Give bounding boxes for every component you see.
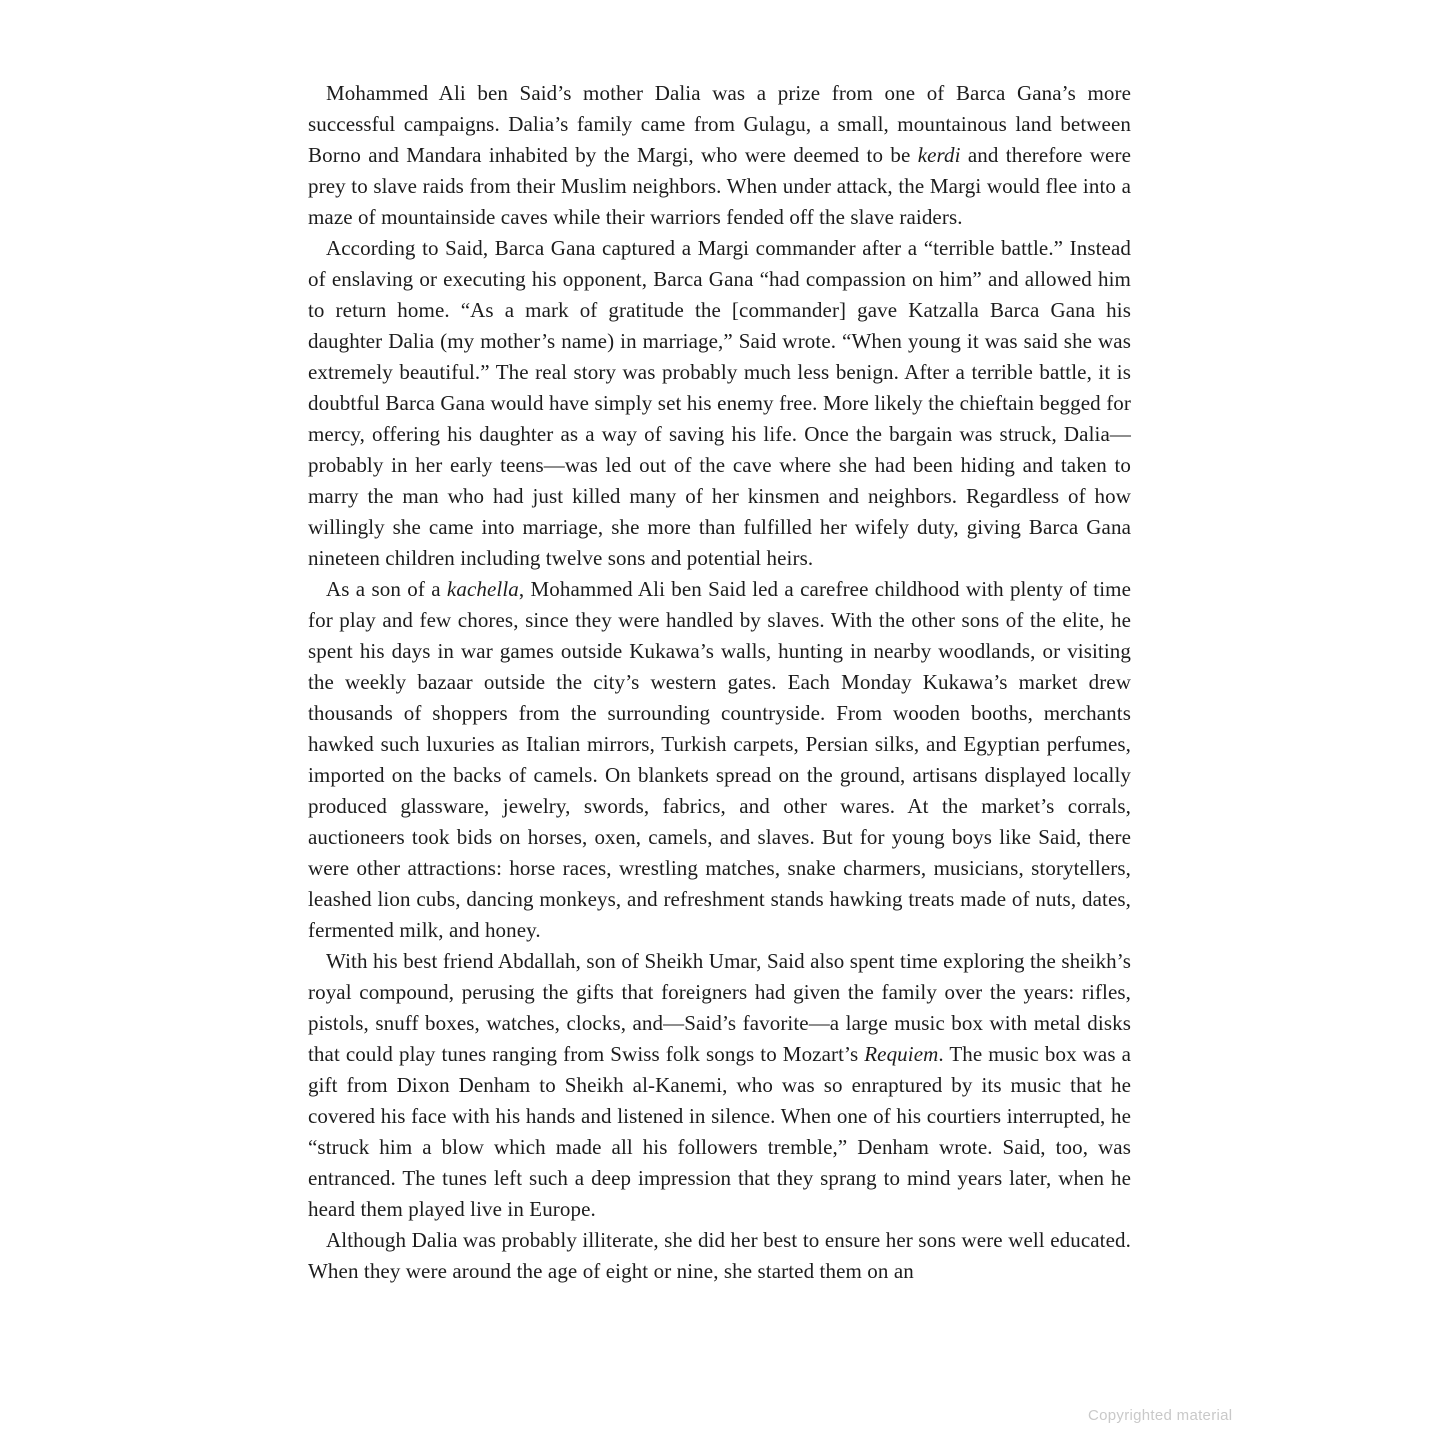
italic-term-kachella: kachella [446,577,519,601]
paragraph-text: Mohammed Ali ben Said’s mother Dalia was a prize from one of Barca Gana’s more successful campaigns. Dalia’s family came from Gulagu, a small, mountainous land between Borno and Mandara inhabited by the Margi, who were deemed to be [308,81,1131,167]
paragraph [308,574,1131,946]
paragraph-text: According to Said, Barca Gana captured a Margi commander after a “terrible battle.” Instead of enslaving or executing his opponent, Barca Gana “had compassion on him” and allowed him to return home. “As a mark of gratitude the [commander] gave Katzalla Barca Gana his daughter Dalia (my mother’s name) in marriage,” Said wrote. “When young it was said she was extremely beautiful.” The real story was probably much less benign. After a terrible battle, it is doubtful Barca Gana would have simply set his enemy free. More likely the chieftain begged for mercy, offering his daughter as a way of saving his life. Once the bargain was struck, Dalia—probably in her early teens—was led out of the cave where she had been hiding and taken to marry the man who had just killed many of her kinsmen and neighbors. Regardless of how willingly she came into marriage, she more than fulfilled her wifely duty, giving Barca Gana nineteen children including twelve sons and potential heirs. [308,236,1131,570]
italic-term-requiem: Requiem [864,1042,939,1066]
paragraph-text: . The music box was a gift from Dixon Denham to Sheikh al-Kanemi, who was so enraptured by its music that he covered his face with his hands and listened in silence. When one of his courtiers interrupted, he “struck him a blow which made all his followers tremble,” Denham wrote. Said, too, was entranced. The tunes left such a deep impression that they sprang to mind years later, when he heard them played live in Europe. [308,1042,1131,1221]
paragraph-text: As a son of a [326,577,447,601]
paragraph [308,1225,1131,1287]
text-column [308,78,1131,1287]
paragraph [308,78,1131,233]
copyright-watermark: Copyrighted material [1088,1407,1233,1424]
italic-term-kerdi: kerdi [917,143,961,167]
paragraph [308,233,1131,574]
paragraph-text: With his best friend Abdallah, son of Sheikh Umar, Said also spent time exploring the sheikh’s royal compound, perusing the gifts that foreigners had given the family over the years: rifles, pistols, snuff boxes, watches, clocks, and—Said’s favorite—a large music box with metal disks that could play tunes ranging from Swiss folk songs to Mozart’s [308,949,1131,1066]
paragraph [308,946,1131,1225]
paragraph-text: , Mohammed Ali ben Said led a carefree childhood with plenty of time for play and few chores, since they were handled by slaves. With the other sons of the elite, he spent his days in war games outside Kukawa’s walls, hunting in nearby woodlands, or visiting the weekly bazaar outside the city’s western gates. Each Monday Kukawa’s market drew thousands of shoppers from the surrounding countryside. From wooden booths, merchants hawked such luxuries as Italian mirrors, Turkish carpets, Persian silks, and Egyptian perfumes, imported on the backs of camels. On blankets spread on the ground, artisans displayed locally produced glassware, jewelry, swords, fabrics, and other wares. At the market’s corrals, auctioneers took bids on horses, oxen, camels, and slaves. But for young boys like Said, there were other attractions: horse races, wrestling matches, snake charmers, musicians, storytellers, leashed lion cubs, dancing monkeys, and refreshment stands hawking treats made of nuts, dates, fermented milk, and honey. [308,577,1131,942]
paragraph-text: Although Dalia was probably illiterate, she did her best to ensure her sons were well educated. When they were around the age of eight or nine, she started them on an [308,1228,1131,1283]
paragraph-text: and therefore were prey to slave raids from their Muslim neighbors. When under attack, the Margi would flee into a maze of mountainside caves while their warriors fended off the slave raiders. [308,143,1131,229]
